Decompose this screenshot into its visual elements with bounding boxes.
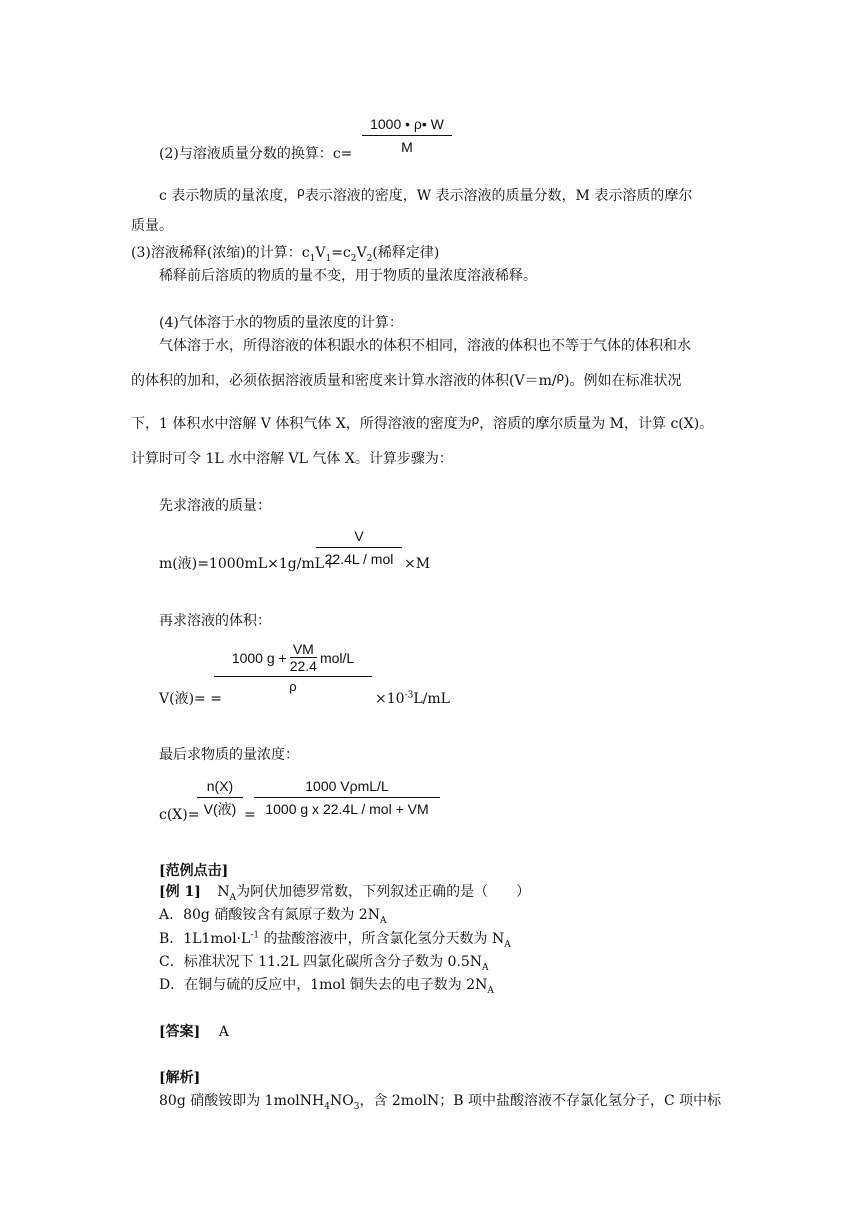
section-4-title: (4)气体溶于水的物质的量浓度的计算： (159, 315, 403, 331)
formula-concentration-2 (254, 777, 440, 818)
s2-suffix-b: L/mL (413, 691, 450, 707)
formula-denominator: V(液) (203, 801, 237, 817)
formula-solution-mass (316, 527, 402, 568)
formula-solution-volume (214, 641, 372, 695)
example-label: [例 1] (159, 884, 201, 900)
sub: 4 (324, 1101, 330, 1112)
description-line-2: 质量。 (131, 218, 173, 234)
opt-a-text: A．80g 硝酸铵含有氮原子数为 2N (159, 907, 380, 923)
sub: A (229, 892, 237, 903)
analysis-label: [解析] (159, 1070, 201, 1086)
s3-title-b: (稀释定律) (372, 245, 440, 261)
s3-eq: =c (331, 245, 351, 261)
sub: A (504, 939, 511, 950)
step-3-prefix: c(X)= (159, 807, 200, 823)
volume-num-a: 1000 g + (231, 649, 287, 666)
opt-d-text: D．在铜与硫的反应中，1mol 铜失去的电子数为 2N (159, 977, 488, 993)
section-2-label: (2)与溶液质量分数的换算：c= (159, 146, 353, 162)
sub: 3 (353, 1101, 360, 1112)
section-3-title (131, 244, 439, 262)
formula-mass-fraction (362, 115, 452, 156)
rho-symbol: ρ (471, 412, 480, 427)
formula-denominator: M (401, 139, 413, 155)
sub: 1 (325, 253, 332, 264)
step-2-prefix: V(液)= = (159, 691, 222, 707)
s3-v1: V (315, 245, 326, 261)
fraction-bar (362, 135, 452, 136)
example-header: [范例点击] (159, 863, 229, 879)
fraction-bar (316, 547, 402, 548)
analysis-c: ，含 2molN；B 项中盐酸溶液不存氯化氢分子，C 项中标 (359, 1093, 722, 1109)
formula-numerator: 1000 VρmL/L (305, 778, 389, 794)
option-c (159, 953, 489, 971)
step-2-suffix (375, 690, 450, 708)
opt-b-text-a: B．1L1mol·L (159, 931, 251, 947)
opt-b-text-b: 的盐酸溶液中，所含氯化氢分天数为 N (259, 931, 505, 947)
rho-symbol: ρ (556, 369, 564, 384)
sub: 2 (366, 253, 373, 264)
volume-num-b: mol/L (319, 649, 355, 666)
rho-symbol: ρ (297, 184, 305, 199)
answer-value: A (218, 1024, 229, 1040)
step-1-title: 先求溶液的质量： (159, 498, 271, 514)
q-b: 为阿伏加德罗常数，下列叙述正确的是（ ） (236, 884, 531, 900)
formula-numerator: n(X) (206, 778, 234, 794)
example-question (159, 883, 530, 901)
option-b (159, 930, 511, 948)
answer-label: [答案] (159, 1024, 201, 1040)
formula-numerator: 1000 • ρ• W (370, 116, 444, 132)
equals-sign: = (244, 807, 256, 823)
sub: 2 (350, 253, 357, 264)
sub: A (482, 962, 489, 973)
section-4-line-3 (131, 412, 714, 433)
q-a: N (217, 884, 230, 900)
fraction-bar (214, 676, 372, 677)
description-line-1 (159, 184, 693, 205)
fraction-bar (197, 797, 243, 798)
option-d (159, 976, 494, 994)
analysis-text (159, 1092, 721, 1110)
step-3-title: 最后求物质的量浓度： (159, 747, 299, 763)
sub: A (487, 985, 494, 996)
s4-line3b: ，溶质的摩尔质量为 M，计算 c(X)。 (479, 416, 714, 432)
fraction-bar (254, 797, 440, 798)
opt-c-text: C．标准状况下 11.2L 四氯化碳所含分子数为 0.5N (159, 954, 483, 970)
section-4-line-1: 气体溶于水，所得溶液的体积跟水的体积不相同，溶液的体积也不等于气体的体积和水 (159, 338, 691, 354)
s3-title-a: (3)溶液稀释(浓缩)的计算：c (131, 245, 310, 261)
section-4-line-4: 计算时可令 1L 水中溶解 VL 气体 X。计算步骤为： (131, 451, 453, 467)
inner-fraction (290, 641, 317, 674)
s2-suffix-a: ×10 (375, 691, 405, 707)
s4-line2b: )。例如在标准状况 (563, 373, 682, 389)
volume-numerator (214, 641, 372, 674)
section-4-line-2 (131, 369, 682, 390)
desc-text-b: 表示溶液的密度，W 表示溶液的质量分数，M 表示溶质的摩尔 (304, 188, 693, 204)
formula-denominator: 1000 g x 22.4L / mol + VM (265, 801, 429, 817)
sup: -1 (250, 930, 260, 941)
s3-v2: V (356, 245, 367, 261)
answer-line (159, 1023, 229, 1041)
formula-numerator: V (354, 528, 364, 544)
volume-denominator-rho: ρ (289, 679, 297, 694)
analysis-b: NO (329, 1093, 354, 1109)
option-a (159, 906, 386, 924)
formula-denominator: 22.4L / mol (324, 551, 394, 567)
step-1-suffix: ×M (404, 556, 431, 572)
s4-line3a: 下，1 体积水中溶解 V 体积气体 X，所得溶液的密度为 (131, 416, 472, 432)
sub: 1 (309, 253, 316, 264)
inner-denominator: 22.4 (289, 658, 317, 674)
sub: A (379, 915, 387, 926)
s4-line2a: 的体积的加和，必须依据溶液质量和密度来计算水溶液的体积(V＝m/ (131, 373, 557, 389)
inner-numerator: VM (292, 641, 314, 657)
section-3-description: 稀释前后溶质的物质的量不变，用于物质的量浓度溶液稀释。 (159, 268, 537, 284)
desc-text-a: c 表示物质的量浓度， (159, 188, 298, 204)
sup: -3 (404, 690, 414, 701)
analysis-a: 80g 硝酸铵即为 1molNH (159, 1093, 325, 1109)
step-2-title: 再求溶液的体积： (159, 613, 271, 629)
formula-concentration-1 (197, 777, 243, 818)
step-1-prefix: m(液)=1000mL×1g/mL+ (159, 556, 336, 572)
